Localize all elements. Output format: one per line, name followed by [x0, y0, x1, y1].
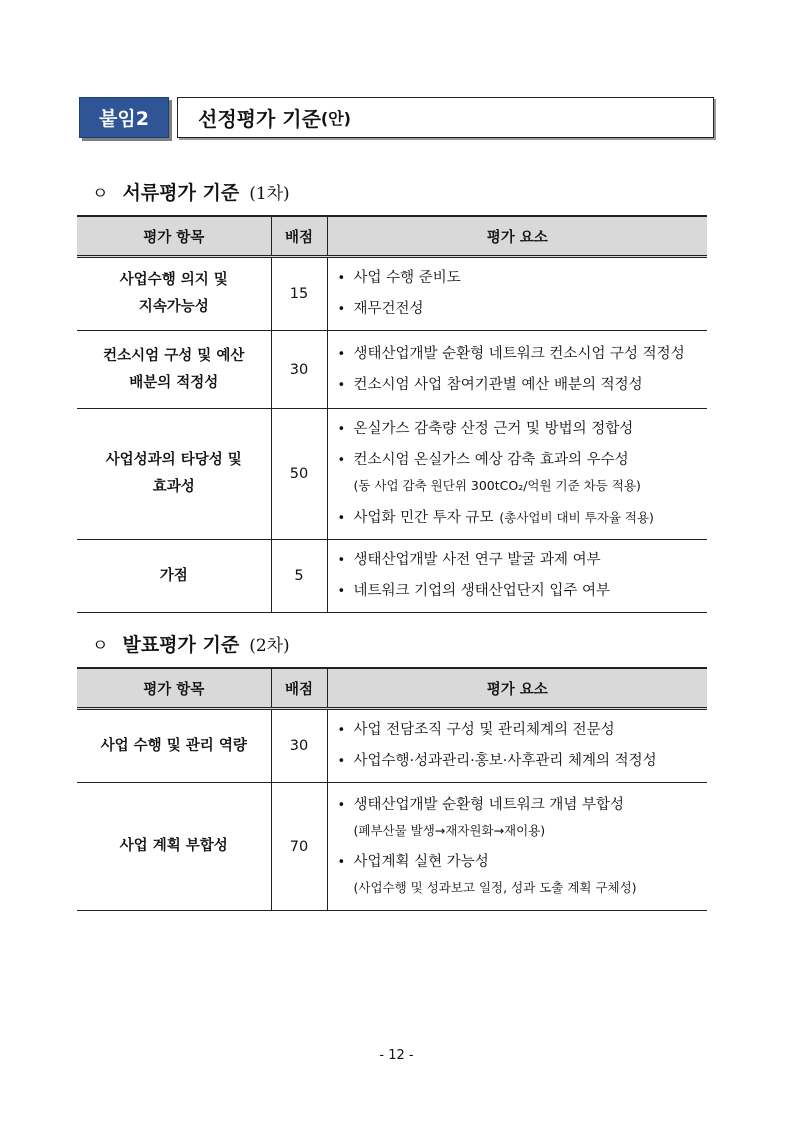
evaluation-element-text: 네트워크 기업의 생태산업단지 입주 여부: [353, 583, 611, 599]
evaluation-element-text: 생태산업개발 순환형 네트워크 개념 부합성: [353, 796, 625, 813]
page-title: [177, 97, 714, 138]
evaluation-elements: [327, 331, 707, 409]
evaluation-item: [77, 257, 271, 331]
bullet-dot: •: [337, 422, 346, 437]
evaluation-element: [338, 502, 702, 534]
table-header-row: [77, 668, 707, 709]
table-row: [77, 331, 707, 409]
table-header-row: [77, 216, 707, 257]
column-header-score: 배점: [271, 668, 327, 709]
section-round: (2차): [249, 636, 290, 656]
bullet-dot: •: [337, 854, 346, 870]
bullet-dot: •: [337, 453, 346, 468]
attachment-badge: 붙임2: [79, 97, 169, 138]
evaluation-element: [338, 715, 702, 746]
evaluation-item-line: 지속가능성: [138, 299, 209, 315]
page-title-suffix: (안): [320, 109, 351, 128]
section-bullet: ㅇ: [92, 636, 109, 656]
evaluation-element: [338, 790, 702, 821]
evaluation-element: [338, 294, 702, 325]
evaluation-element: [338, 370, 702, 401]
evaluation-item: [77, 540, 271, 613]
page-number: - 12 -: [379, 1048, 414, 1063]
evaluation-item: [77, 331, 271, 409]
evaluation-element-text: 사업 수행 준비도: [353, 270, 461, 286]
evaluation-element-text: 생태산업개발 순환형 네트워크 컨소시엄 구성 적정성: [353, 345, 685, 362]
table-row: [77, 709, 707, 783]
evaluation-item: [77, 409, 271, 540]
page-title-block: [79, 97, 714, 138]
evaluation-element-text: 컨소시엄 온실가스 예상 감축 효과의 우수성: [353, 452, 629, 468]
bullet-dot: •: [337, 754, 346, 769]
document-review-table: [77, 215, 707, 613]
evaluation-item: [77, 709, 271, 783]
evaluation-item-line: 사업 수행 및 관리 역량: [100, 737, 247, 754]
evaluation-score: 70: [271, 783, 327, 911]
presentation-review-table: [77, 667, 707, 911]
evaluation-element: [338, 263, 702, 294]
evaluation-elements: [327, 783, 707, 911]
evaluation-score: 50: [271, 409, 327, 540]
section-heading-presentation: [92, 630, 290, 657]
evaluation-element-text: 재무건전성: [353, 301, 424, 317]
table-row: [77, 783, 707, 911]
evaluation-item-line: 사업성과의 타당성 및: [105, 452, 242, 468]
evaluation-element: [338, 339, 702, 370]
evaluation-item-line: 가점: [159, 567, 188, 584]
page-title-main: 선정평가 기준: [198, 107, 321, 131]
evaluation-element-note: (동 사업 감축 원단위 300tCO₂/억원 기준 차등 적용): [353, 478, 641, 493]
bullet-dot: •: [337, 511, 346, 526]
bullet-dot: •: [337, 797, 346, 813]
evaluation-element: [338, 746, 702, 777]
table-row: [77, 540, 707, 613]
evaluation-element-note: (총사업비 대비 투자율 적용): [499, 510, 654, 525]
bullet-dot: •: [337, 377, 346, 393]
evaluation-score: 30: [271, 709, 327, 783]
table-row: [77, 257, 707, 331]
evaluation-element: [338, 445, 702, 476]
evaluation-element-text: 컨소시엄 사업 참여기관별 예산 배분의 적정성: [353, 376, 643, 393]
evaluation-item-line: 효과성: [152, 479, 195, 495]
evaluation-element: [338, 576, 702, 607]
column-header-elements: 평가 요소: [327, 216, 707, 257]
evaluation-element-text: 사업수행·성과관리·홍보·사후관리 체계의 적정성: [353, 753, 657, 769]
evaluation-element: [338, 545, 702, 576]
evaluation-elements: [327, 257, 707, 331]
bullet-dot: •: [337, 271, 346, 286]
bullet-dot: •: [337, 302, 346, 317]
evaluation-elements: [327, 409, 707, 540]
table-row: [77, 409, 707, 540]
evaluation-element: [338, 414, 702, 445]
evaluation-item-line: 컨소시엄 구성 및 예산: [103, 347, 245, 364]
evaluation-element-text: 사업 전담조직 구성 및 관리체계의 전문성: [353, 722, 615, 738]
evaluation-item-line: 사업 계획 부합성: [119, 838, 228, 854]
evaluation-element-text: 생태산업개발 사전 연구 발굴 과제 여부: [353, 552, 601, 568]
bullet-dot: •: [337, 584, 346, 599]
evaluation-element-note: (폐부산물 발생→재자원화→재이용): [353, 822, 546, 838]
bullet-dot: •: [337, 723, 346, 738]
evaluation-elements: [327, 709, 707, 783]
bullet-dot: •: [337, 346, 346, 362]
evaluation-score: 30: [271, 331, 327, 409]
evaluation-element-text: 사업계획 실현 가능성: [353, 853, 489, 870]
bullet-dot: •: [337, 553, 346, 568]
evaluation-element: [338, 847, 702, 878]
evaluation-score: 5: [271, 540, 327, 613]
section-bullet: ㅇ: [92, 184, 109, 204]
column-header-item: 평가 항목: [77, 668, 271, 709]
evaluation-item: [77, 783, 271, 911]
column-header-score: 배점: [271, 216, 327, 257]
evaluation-score: 15: [271, 257, 327, 331]
evaluation-item-line: 배분의 적정성: [129, 374, 219, 391]
evaluation-elements: [327, 540, 707, 613]
section-heading-text: 발표평가 기준: [122, 634, 240, 656]
section-heading-document-review: [92, 178, 290, 205]
section-round: (1차): [249, 184, 290, 204]
evaluation-element-note: (사업수행 및 성과보고 일정, 성과 도출 계획 구체성): [353, 879, 637, 895]
column-header-elements: 평가 요소: [327, 668, 707, 709]
evaluation-element-text: 사업화 민간 투자 규모: [353, 510, 494, 526]
column-header-item: 평가 항목: [77, 216, 271, 257]
evaluation-element-text: 온실가스 감축량 산정 근거 및 방법의 정합성: [353, 421, 634, 437]
evaluation-item-line: 사업수행 의지 및: [119, 272, 228, 288]
section-heading-text: 서류평가 기준: [122, 182, 240, 204]
